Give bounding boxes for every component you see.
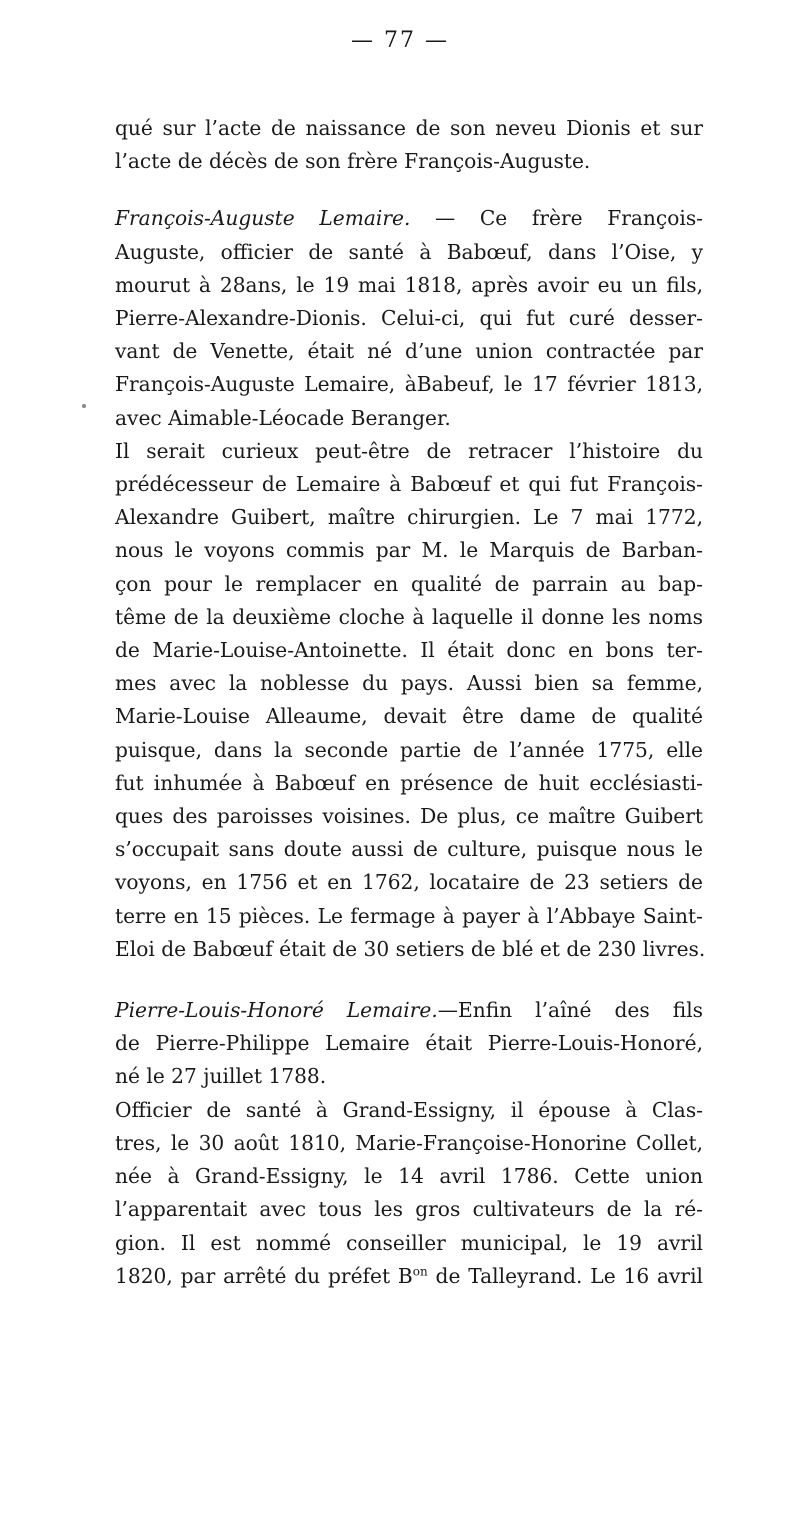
text-line: nous le voyons commis par M. le Marquis de Barban- [115,538,703,563]
text-line: s’occupait sans doute aussi de culture, puisque nous le [115,837,703,862]
ink-speck [82,404,86,408]
section-heading-line [115,994,703,1027]
text-line: né le 27 juillet 1788. [115,1064,327,1089]
text-line: mourut à 28ans, le 19 mai 1818, après avoir eu un fils, [115,272,703,297]
text-line: Auguste, officier de santé à Babœuf, dans l’Oise, y [115,239,703,264]
text-line: terre en 15 pièces. Le fermage à payer à l’Abbaye Saint- [115,903,703,928]
text-line: tres, le 30 août 1810, Marie-Françoise-Honorine Collet, [115,1130,703,1155]
text-fragment: — Ce frère François- [410,206,703,231]
text-line: avec Aimable-Léocade Beranger. [115,405,451,430]
text-line: née à Grand-Essigny, le 14 avril 1786. Cette union [115,1164,703,1189]
text-line: de Marie-Louise-Antoinette. Il était donc en bons ter- [115,638,703,663]
section-title-francois-auguste: François-Auguste Lemaire. [115,206,411,231]
text-line: Marie-Louise Alleaume, devait être dame de qualité [115,704,703,729]
superscript-abbreviation: on [412,1263,428,1278]
text-line: puisque, dans la seconde partie de l’année 1775, elle [115,737,703,762]
text-fragment: 1820, par arrêté du préfet B [115,1263,413,1288]
text-line: l’apparentait avec tous les gros cultivateurs de la ré- [115,1197,703,1222]
text-line: çon pour le remplacer en qualité de parrain au bap- [115,571,703,596]
text-line: tême de la deuxième cloche à laquelle il donne les noms [115,604,703,629]
section-title-pierre-louis-honore: Pierre-Louis-Honoré Lemaire. [115,998,438,1023]
text-line: Officier de santé à Grand-Essigny, il épouse à Clas- [115,1097,703,1122]
text-line: Alexandre Guibert, maître chirurgien. Le 7 mai 1772, [115,505,703,530]
text-line: voyons, en 1756 et en 1762, locataire de 23 setiers de [115,870,703,895]
text-line: François-Auguste Lemaire, àBabeuf, le 17 février 1813, [115,372,703,397]
page-number: — 77 — [351,28,449,53]
page-body [115,112,706,1293]
text-line: fut inhumée à Babœuf en présence de huit ecclésiasti- [115,770,703,795]
text-line: prédécesseur de Lemaire à Babœuf et qui fut François- [115,472,703,497]
text-line: l’acte de décès de son frère François-Auguste. [115,149,591,174]
text-line: Eloi de Babœuf était de 30 setiers de blé et de 230 livres. [115,936,706,961]
text-line: mes avec la noblesse du pays. Aussi bien sa femme, [115,671,703,696]
text-line: gion. Il est nommé conseiller municipal, le 19 avril [115,1230,703,1255]
section-heading-line [115,202,703,235]
text-fragment: —Enfin l’aîné des fils [437,998,704,1023]
text-line: Pierre-Alexandre-Dionis. Celui-ci, qui fut curé desser- [115,306,703,331]
text-line: ques des paroisses voisines. De plus, ce maître Guibert [115,804,703,829]
text-line: qué sur l’acte de naissance de son neveu Dionis et sur [115,116,703,140]
text-line: vant de Venette, était né d’une union contractée par [115,339,703,364]
text-line [115,1260,703,1293]
text-line: Il serait curieux peut-être de retracer l’histoire du [115,438,703,463]
text-line: de Pierre-Philippe Lemaire était Pierre-Louis-Honoré, [115,1031,703,1056]
text-fragment: de Talleyrand. Le 16 avril [427,1263,703,1288]
